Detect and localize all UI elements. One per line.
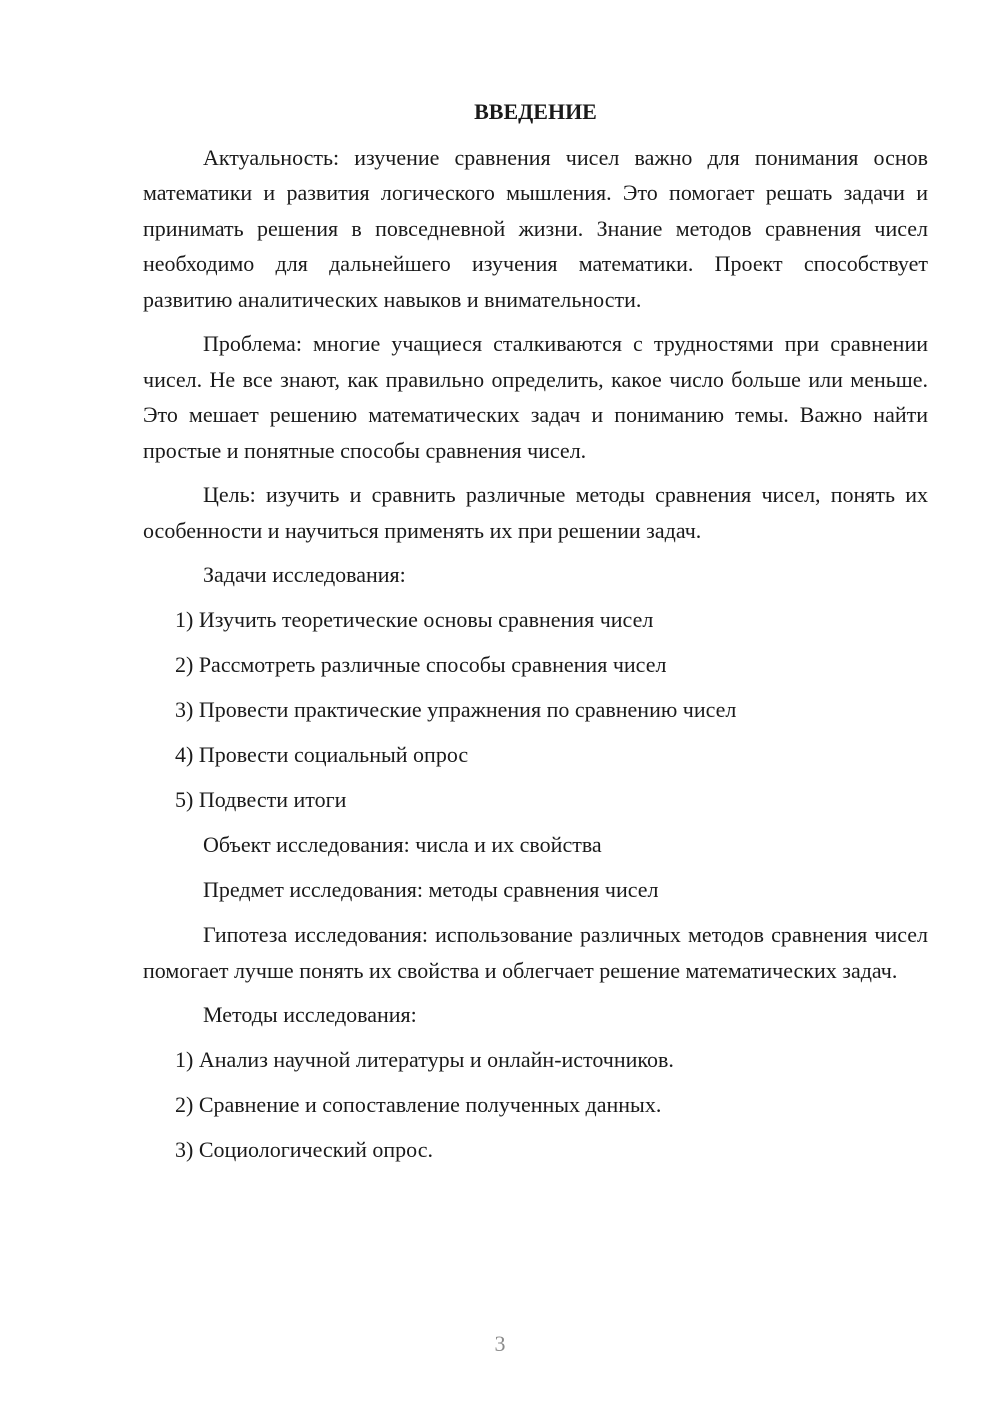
tasks-list bbox=[143, 602, 928, 818]
object-line: Объект исследования: числа и их свойства bbox=[203, 832, 602, 857]
section-title: ВВЕДЕНИЕ bbox=[474, 99, 597, 124]
list-item: 2) Рассмотреть различные способы сравнения чисел bbox=[175, 652, 667, 677]
list-item: 2) Сравнение и сопоставление полученных данных. bbox=[175, 1092, 662, 1117]
list-item: 3) Социологический опрос. bbox=[175, 1137, 433, 1162]
goal-paragraph: Цель: изучить и сравнить различные методы сравнения чисел, понять их особенности и научиться применять их при решении задач. bbox=[143, 482, 928, 543]
list-item: 4) Провести социальный опрос bbox=[175, 742, 469, 767]
methods-heading: Методы исследования: bbox=[203, 1002, 417, 1027]
subject-line: Предмет исследования: методы сравнения чисел bbox=[203, 877, 659, 902]
relevance-paragraph: Актуальность: изучение сравнения чисел важно для понимания основ математики и развития логического мышления. Это помогает решать задачи и принимать решения в повседневной жизни. Знание методов сравнения чисел необходимо для дальнейшего изучения математики. Проект способствует развитию аналитических навыков и внимательности. bbox=[143, 144, 928, 312]
list-item: 3) Провести практические упражнения по сравнению чисел bbox=[175, 697, 737, 722]
tasks-heading: Задачи исследования: bbox=[203, 562, 406, 587]
list-item: 5) Подвести итоги bbox=[175, 787, 347, 812]
document-page bbox=[143, 94, 928, 1177]
methods-list bbox=[143, 1042, 928, 1168]
list-item: 1) Анализ научной литературы и онлайн-источников. bbox=[175, 1047, 674, 1072]
page-number: 3 bbox=[494, 1331, 506, 1356]
hypothesis-paragraph: Гипотеза исследования: использование различных методов сравнения чисел помогает лучше понять их свойства и облегчает решение математических задач. bbox=[143, 922, 928, 983]
problem-paragraph: Проблема: многие учащиеся сталкиваются с трудностями при сравнении чисел. Не все знают, как правильно определить, какое число больше или меньше. Это мешает решению математических задач и пониманию темы. Важно найти простые и понятные способы сравнения чисел. bbox=[143, 331, 928, 463]
list-item: 1) Изучить теоретические основы сравнения чисел bbox=[175, 607, 654, 632]
